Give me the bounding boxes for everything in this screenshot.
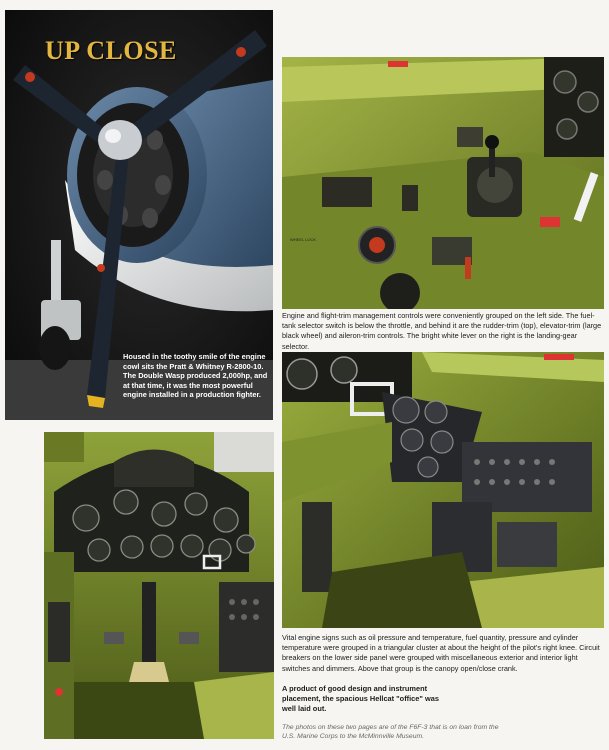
office-caption: A product of good design and instrument placement, the spacious Hellcat "office" was well laid out. [282,684,439,713]
page-title: UP CLOSE [45,36,177,65]
controls-caption: Engine and flight-trim management controls were conveniently grouped on the left side. The fuel-tank selector switch is below the throttle, and behind it are the rudder-trim (top), elevator-trim (large black wheel) and aileron-trim controls. The bright white lever on the right is the landing-gear selector. [282,311,602,351]
controls-photo [282,57,604,309]
gauges-photo [282,352,604,628]
cockpit-photo [44,432,274,739]
engine-caption: Housed in the toothy smile of the engine cowl sits the Pratt & Whitney R-2800-10. The Double Wasp produced 2,000hp, and at that time, it was the most powerful engine installed in a production fighter. [123,352,268,400]
wheel-lock-placard: WHEEL LOCK [290,237,317,242]
photo-credit: The photos on these two pages are of the F6F-3 that is on loan from the U.S. Marine Corps to the McMinnville Museum. [282,724,499,741]
gauges-caption: Vital engine signs such as oil pressure and temperature, fuel quantity, pressure and cylinder temperature were grouped in a triangular cluster at about the height of the pilot's right knee. Circuit breakers on the lower side panel were grouped with miscellaneous exterior and interior light switches and dimmers. Above that group is the canopy open/close crank. [282,633,600,673]
engine-photo [5,10,273,420]
